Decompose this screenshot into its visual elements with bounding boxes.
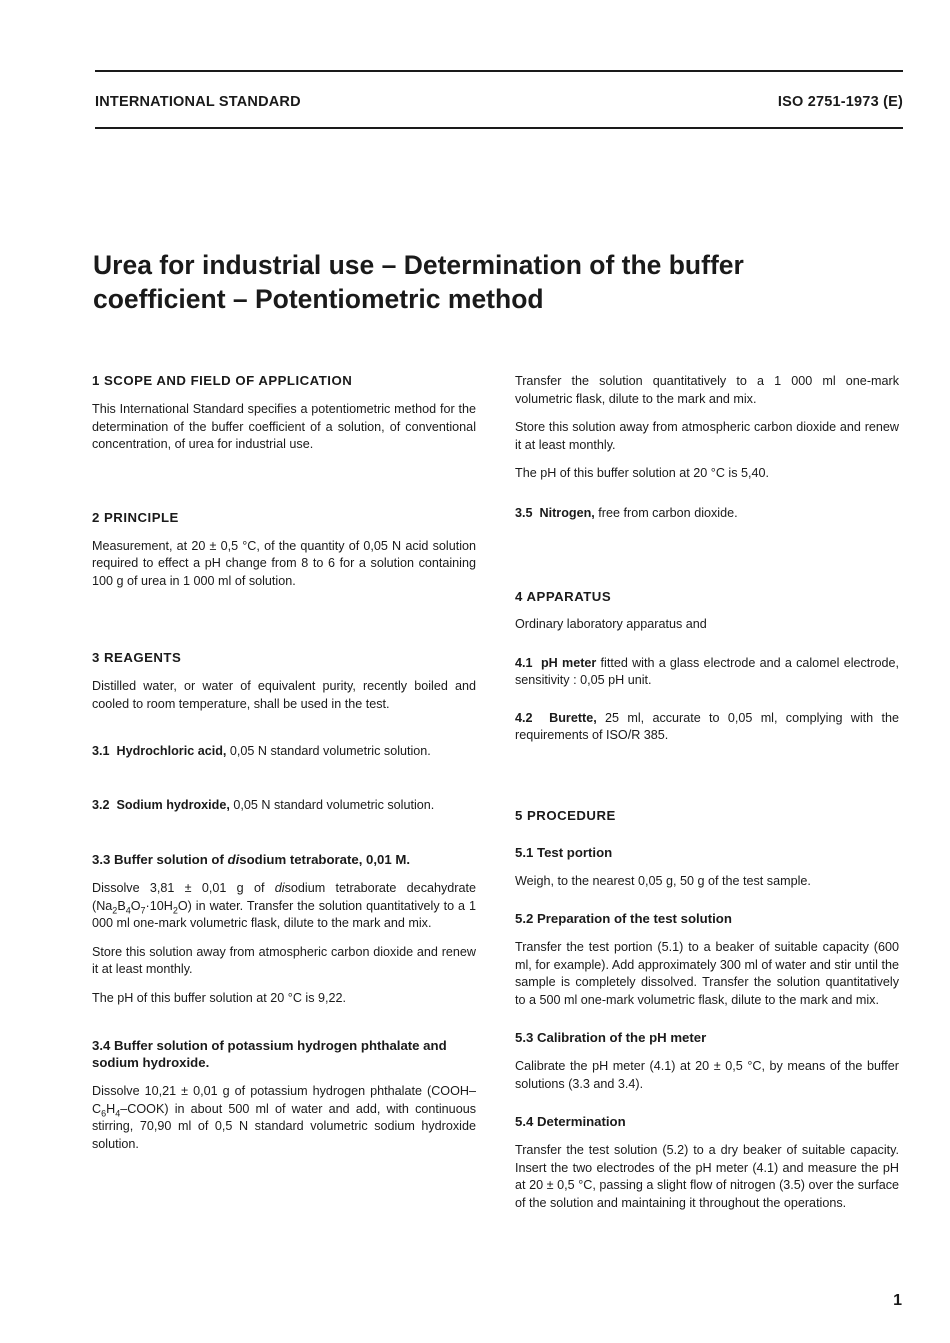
section-3-1-name: Hydrochloric acid, [116, 744, 227, 758]
right-column [515, 373, 899, 1212]
section-5-4-heading: 5.4 Determination [515, 1114, 626, 1129]
section-2-text: Measurement, at 20 ± 0,5 °C, of the quantity of 0,05 N acid solution required to effect a pH change from 8 to 6 for a solution containing 100 g of urea in 1 000 ml of solution. [92, 538, 476, 588]
section-3-heading: 3 REAGENTS [92, 650, 182, 665]
header-rule [95, 127, 903, 129]
section-3-5-num: 3.5 [515, 505, 533, 520]
section-3-1-num: 3.1 [92, 744, 110, 758]
section-3-4-text-4: The pH of this buffer solution at 20 °C is 5,40. [515, 466, 770, 480]
section-3-3-heading: 3.3 Buffer solution of disodium tetraborate, 0,01 M. [92, 852, 411, 867]
header-left: INTERNATIONAL STANDARD [95, 94, 301, 110]
section-5-2-text: Transfer the test portion (5.1) to a beaker of suitable capacity (600 ml, for example). Add approximately 300 ml of water and stir until the sample is completely dissolved. Transfer the solution quantitatively to a 500 ml one-mark volumetric flask, dilute to the mark and mix. [515, 940, 899, 1007]
section-5-2-heading: 5.2 Preparation of the test solution [515, 911, 732, 926]
section-3-2-name: Sodium hydroxide, [116, 797, 230, 812]
section-4-heading: 4 APPARATUS [515, 589, 612, 604]
section-1-heading: 1 SCOPE AND FIELD OF APPLICATION [92, 373, 353, 388]
section-5-1-text: Weigh, to the nearest 0,05 g, 50 g of the test sample. [515, 873, 811, 888]
section-4-2-name: Burette, [549, 710, 597, 725]
top-rule [95, 70, 903, 72]
section-3-2-rest: 0,05 N standard volumetric solution. [229, 797, 435, 812]
section-3-4-heading: 3.4 Buffer solution of potassium hydrogen phthalate and sodium hydroxide. [92, 1038, 447, 1070]
title-line-1: Urea for industrial use – Determination of the buffer [93, 250, 744, 280]
section-3-5-rest: free from carbon dioxide. [594, 505, 738, 520]
section-1-text: This International Standard specifies a potentiometric method for the determination of the buffer coefficient of a solution, of conventional concentration, of urea for industrial use. [92, 402, 476, 451]
section-4-2-num: 4.2 [515, 710, 533, 725]
section-3-4-text-1: Dissolve 10,21 ± 0,01 g of potassium hydrogen phthalate $(COOH-C_6H_4-COOK)$ in about 500 ml of water and add, with continuous stirring, 70,90 ml of 0,5 N standard volumetric sodium hydroxide solution. [92, 1084, 476, 1151]
section-3-5-name: Nitrogen, [539, 505, 595, 520]
section-5-3-text: Calibrate the pH meter (4.1) at 20 ± 0,5 °C, by means of the buffer solutions (3.3 and 3.4). [515, 1059, 899, 1091]
section-3-2 [92, 797, 476, 815]
left-column [92, 373, 476, 1153]
section-5-4-text: Transfer the test solution (5.2) to a dry beaker of suitable capacity. Insert the two electrodes of the pH meter (4.1) and measure the pH at 20 ± 0,5 °C, passing a slight flow of nitrogen (3.5) over the surface of the solution and maintaining it throughout the operations. [515, 1143, 899, 1210]
section-3-4-text-2: Transfer the solution quantitatively to a 1 000 ml one-mark volumetric flask, dilute to the mark and mix. [515, 374, 899, 406]
section-4-1-name: pH meter [540, 655, 597, 670]
section-5-heading: 5 PROCEDURE [515, 807, 616, 823]
section-3-1 [92, 743, 476, 761]
header-right: ISO 2751-1973 (E) [777, 94, 903, 110]
section-2-heading: 2 PRINCIPLE [92, 509, 179, 525]
section-5-3-heading: 5.3 Calibration of the pH meter [515, 1030, 707, 1045]
section-4-2-rest: 25 ml, accurate to 0,05 ml, complying with the requirements of ISO/R 385. [515, 710, 899, 742]
section-3-4-text-3: Store this solution away from atmospheric carbon dioxide and renew it at least monthly. [515, 420, 899, 452]
section-3-3-text-2: Store this solution away from atmospheric carbon dioxide and renew it at least monthly. [92, 944, 476, 976]
section-3-3-text-3: The pH of this buffer solution at 20 °C is 9,22. [92, 990, 347, 1005]
section-3-text: Distilled water, or water of equivalent purity, recently boiled and cooled to room temperature, shall be used in the test. [92, 679, 476, 711]
section-4-1-num: 4.1 [515, 655, 533, 670]
section-3-5 [515, 505, 899, 523]
section-4-1 [515, 655, 899, 690]
section-3-1-rest: 0,05 N standard volumetric solution. [226, 744, 431, 758]
section-4-1-rest: fitted with a glass electrode and a calomel electrode, sensitivity : 0,05 pH unit. [515, 655, 900, 687]
page-number: 1 [893, 1292, 902, 1309]
page-title [93, 248, 853, 316]
title-line-2: coefficient – Potentiometric method [93, 284, 544, 314]
section-4-text: Ordinary laboratory apparatus and [515, 617, 707, 631]
section-4-2 [515, 710, 899, 745]
section-5-1-heading: 5.1 Test portion [515, 844, 613, 860]
section-3-2-num: 3.2 [92, 797, 110, 812]
section-3-3-text-1: Dissolve 3,81 ± 0,01 g of disodium tetraborate decahydrate $(Na_2B_4O_7\cdot 10H_2O)$ in water. Transfer the solution quantitatively to a 1 000 ml one-mark volumetric flask, dilute to the mark and mix. [92, 881, 476, 930]
